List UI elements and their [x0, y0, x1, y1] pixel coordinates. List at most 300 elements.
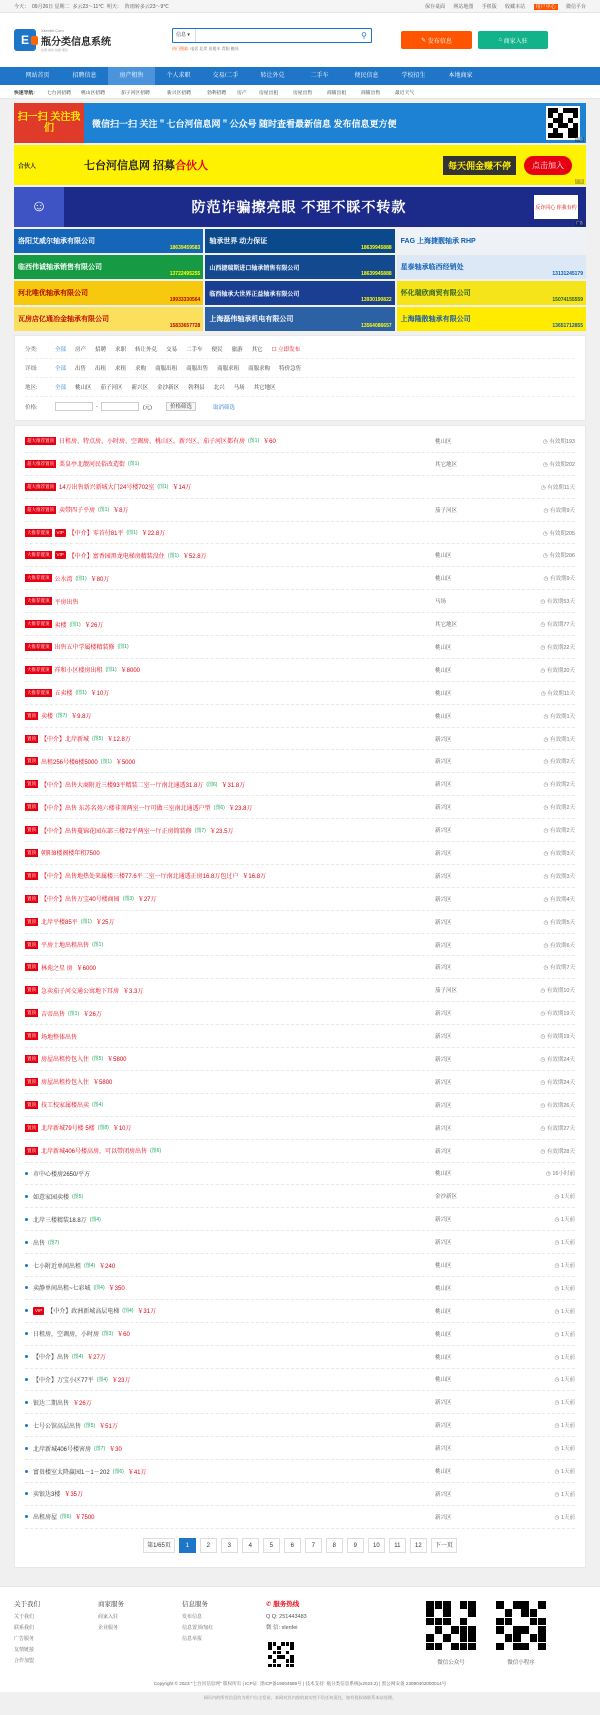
image-count: (图4) [122, 1308, 134, 1315]
listing-price: ￥23.5万 [209, 828, 234, 835]
listing-title[interactable]: 14万出售新兴新城大门24号楼702室 [59, 485, 155, 492]
ad-cell[interactable] [14, 229, 203, 253]
weather-info [14, 3, 172, 10]
listing-title-wrap [25, 1489, 435, 1498]
area-option[interactable]: 其它地区 [253, 385, 276, 391]
ad-cell[interactable] [205, 229, 394, 253]
listing-title-wrap [25, 1398, 435, 1407]
listing-title[interactable]: 【中介】出售大商附近三楼93平精装二室一厅南北通透31.8万 [41, 782, 204, 789]
listing-title[interactable]: 日租房，空调房，小时房 [33, 1332, 100, 1339]
listing-title[interactable]: 【中介】富香园黑龙电梯房精装没住 [68, 553, 165, 560]
listing-title[interactable]: 市中心楼房2650/平方 [33, 1171, 91, 1178]
listing-price: ￥350 [108, 1286, 125, 1293]
ad-name: 瓦房店亿通冶金轴承有限公司 [18, 316, 109, 323]
listing-row[interactable] [25, 728, 575, 751]
listing-time-text: 1天前 [560, 1354, 575, 1361]
post-now-link[interactable]: ☐ 立即发布 [271, 347, 301, 353]
qr-code-icon [266, 1640, 296, 1670]
next-page-button[interactable]: 下一页 [431, 1538, 457, 1553]
listing-time-text: 有效期27天 [546, 1125, 575, 1132]
listing-title[interactable]: 卖楼 [41, 714, 54, 721]
partner-banner-highlight: 合伙人 [175, 160, 209, 172]
listing-title[interactable]: 出租256号楼6楼5000 [41, 759, 98, 766]
listing-row[interactable] [25, 1140, 575, 1163]
listing-row[interactable] [25, 1346, 575, 1369]
listing-price: ￥240 [99, 1263, 116, 1270]
category-option[interactable]: 房产 [75, 347, 87, 353]
listing-row[interactable] [25, 567, 575, 590]
top-badge: 置顶 [27, 918, 36, 924]
ad-cell[interactable] [397, 255, 586, 279]
detail-option[interactable]: 出租 [95, 366, 107, 372]
image-count: (图7) [56, 713, 68, 720]
page-number[interactable]: 3 [221, 1538, 238, 1553]
listing-price: ￥5800 [107, 1057, 127, 1064]
logo-name: 瓶分类信息系统 [41, 37, 111, 48]
listing-title[interactable]: 公水湾 [54, 576, 73, 583]
listing-row[interactable] [25, 522, 575, 545]
page-number[interactable]: 8 [326, 1538, 343, 1553]
listing-title-wrap [25, 1444, 435, 1453]
listing-title[interactable]: 平房出售 [54, 599, 79, 606]
page-number[interactable]: 9 [347, 1538, 364, 1553]
footer-link[interactable]: 合作加盟 [14, 1657, 35, 1664]
listing-row[interactable] [25, 1277, 575, 1300]
listing-row[interactable] [25, 544, 575, 567]
category-option[interactable]: 转让外兑 [135, 347, 158, 353]
listing-title[interactable]: 五卖楼 [54, 691, 73, 698]
join-button[interactable]: 点击加入 [524, 156, 572, 175]
listing-title[interactable]: 卖楼 [54, 622, 67, 629]
listing-row[interactable] [25, 911, 575, 934]
partner-banner-slogan: 每天佣金赚不停 [443, 156, 516, 175]
detail-option[interactable]: 求租 [115, 366, 127, 372]
listing-area: 新兴区 [435, 896, 452, 903]
wechat-link[interactable]: 微信平台 [565, 4, 586, 10]
footer-link[interactable]: 信息置顶/加红 [182, 1624, 214, 1631]
listing-row[interactable] [25, 1048, 575, 1071]
listing-title[interactable]: 急卖茄子河交通公寓地下耳房 [41, 988, 120, 995]
listing-row[interactable] [25, 1208, 575, 1231]
category-option[interactable]: 全部 [55, 347, 67, 353]
category-option[interactable]: 招聘 [95, 347, 107, 353]
listing-row[interactable] [25, 979, 575, 1002]
favorite-link[interactable]: 收藏本站 [505, 4, 526, 10]
top-badge: 大推荐置顶 [27, 621, 50, 627]
page-number[interactable]: 6 [284, 1538, 301, 1553]
main-nav [0, 67, 600, 85]
sitemap-link[interactable]: 网站地图 [453, 4, 474, 10]
listing-price: ￥31万 [137, 1309, 157, 1316]
listing-row[interactable] [25, 773, 575, 796]
listing-area: 新兴区 [435, 1514, 452, 1521]
footer-link[interactable]: 商家入驻 [98, 1613, 119, 1620]
listing-row[interactable] [25, 1483, 575, 1506]
image-count: (图6) [60, 1514, 72, 1521]
listing-area: 新兴区 [435, 942, 452, 949]
detail-option[interactable]: 特价急售 [279, 366, 302, 372]
listing-row[interactable] [25, 476, 575, 499]
ad-cell[interactable] [205, 255, 394, 279]
user-center-link[interactable]: 用户中心 [535, 4, 556, 10]
site-logo[interactable] [14, 28, 132, 52]
listing-title[interactable]: 银达二期出售 [33, 1400, 70, 1407]
page-number[interactable]: 10 [368, 1538, 385, 1553]
listing-title[interactable]: 房屋出租拎包入住 [41, 1080, 90, 1087]
clock-icon: ◷ [542, 530, 550, 537]
anti-fraud-banner[interactable] [14, 187, 586, 227]
listing-row[interactable] [25, 1437, 575, 1460]
listing-time [515, 735, 575, 743]
merchant-join-button[interactable] [478, 31, 548, 49]
listing-title[interactable]: 吉帝出售 [41, 1011, 66, 1018]
listing-row[interactable] [25, 613, 575, 636]
wechat-banner[interactable] [14, 103, 586, 143]
area-option[interactable]: 金沙新区 [157, 385, 180, 391]
listing-title[interactable]: 出售五中学属楼精装修 [54, 645, 115, 652]
listing-row[interactable] [25, 1163, 575, 1186]
page-number[interactable]: 2 [200, 1538, 217, 1553]
page-number[interactable]: 4 [242, 1538, 259, 1553]
listing-title[interactable]: 富贵楼室太降赢园1－1－202 [33, 1469, 110, 1476]
listing-area: 桃山区 [435, 1354, 452, 1361]
reset-filter-link[interactable]: 取消筛选 [213, 404, 236, 411]
listing-title[interactable]: 七小附近单间出租 [33, 1263, 82, 1270]
listing-title[interactable]: 场地整体出售 [41, 1034, 78, 1041]
listing-row[interactable] [25, 1323, 575, 1346]
detail-option[interactable]: 全部 [55, 366, 67, 372]
image-count: (图4) [92, 1102, 104, 1109]
listing-title-wrap [25, 1375, 435, 1384]
listing-title[interactable]: 七号公馆高层出售 [33, 1423, 82, 1430]
top-badge: 置顶 [27, 1033, 36, 1039]
listing-title[interactable]: 平房土地出租出售 [41, 943, 90, 950]
footer-link[interactable]: 发布信息 [182, 1613, 203, 1620]
area-option[interactable]: 桃山区 [75, 385, 92, 391]
listing-title[interactable]: 【中介】零首付81平 [68, 531, 124, 537]
listing-row[interactable] [25, 499, 575, 522]
search-type-select[interactable]: 信息 ▾ [173, 29, 196, 42]
listing-row[interactable] [25, 430, 575, 453]
listing-area: 新兴区 [435, 1491, 452, 1498]
footer-link[interactable]: 联系我们 [14, 1624, 35, 1631]
tomorrow-label: 明天： [106, 4, 122, 10]
area-option[interactable]: 全部 [55, 385, 67, 391]
listing-area: 新兴区 [435, 1423, 452, 1430]
category-option[interactable]: 便民 [211, 347, 223, 353]
footer-link[interactable]: 广告服务 [14, 1635, 35, 1642]
listing-area: 桃山区 [435, 644, 452, 651]
listing-title[interactable]: 北岸平楼85平 [41, 920, 78, 927]
listing-title[interactable]: 北岸新城79号楼 5楼 [41, 1126, 95, 1133]
listing-row[interactable] [25, 796, 575, 819]
quick-nav-label: 快速导航: [14, 90, 35, 96]
quick-nav [0, 85, 600, 99]
listing-price: ￥25万 [95, 920, 115, 927]
ad-cell[interactable] [205, 307, 394, 331]
listing-time [515, 895, 575, 903]
listing-time [515, 620, 575, 628]
banner-area [14, 103, 586, 1568]
quick-link[interactable]: 房屋出售 [293, 90, 313, 96]
listing-title[interactable]: 【中介】政洲新城高层电梯 [47, 1309, 120, 1316]
page-number[interactable]: 1 [179, 1538, 196, 1553]
listing-row[interactable] [25, 1300, 575, 1323]
listing-time-text: 1天前 [560, 1263, 575, 1269]
listing-row[interactable] [25, 705, 575, 728]
listing-time-text: 有效期77天 [546, 622, 575, 629]
nav-merchants[interactable]: 本地商家 [448, 73, 473, 79]
listing-row[interactable] [25, 1094, 575, 1117]
detail-option[interactable]: 商服求租 [217, 366, 240, 372]
ad-cell[interactable] [14, 307, 203, 331]
image-count: (图1) [68, 1010, 80, 1017]
area-option[interactable]: 新兴区 [131, 385, 149, 391]
mini-program-label: 微信小程序 [507, 1659, 535, 1666]
quick-link[interactable]: 商铺出售 [361, 90, 381, 96]
listing-title[interactable]: 北岸新城406号楼高房，可以带闭房出售 [41, 1149, 148, 1156]
quick-link[interactable]: 最近天气 [395, 90, 415, 96]
ad-cell[interactable] [14, 255, 203, 279]
top-badge: 置顶 [27, 964, 36, 970]
listing-row[interactable] [25, 888, 575, 911]
area-option[interactable]: 茄子河区 [100, 385, 123, 391]
vip-badge: VIP [56, 529, 64, 535]
listing-title[interactable]: 栗皇亭北靓河民俗改造街 [59, 462, 126, 469]
listing-row[interactable] [25, 1391, 575, 1414]
listing-area: 新兴区 [435, 965, 452, 972]
ad-name: 临西轴承大世界正益轴承有限公司 [209, 291, 300, 298]
listing-title[interactable]: 卖银达3楼 [33, 1492, 61, 1499]
listing-title[interactable]: 房屋出租拎包入住 [41, 1057, 90, 1064]
ad-phone: 18639459583 [169, 245, 201, 251]
hot-searches [172, 46, 372, 52]
top-badge: 大推荐置顶 [27, 689, 50, 695]
nav-school[interactable]: 学校招生 [401, 73, 426, 79]
search-type-label: 信息 [176, 32, 187, 38]
listing-title[interactable]: 卖静单间出租~七彩城 [33, 1286, 91, 1293]
listing-area: 新兴区 [435, 1034, 452, 1041]
listing-title[interactable]: 【中介】万宝小区77平 [33, 1377, 94, 1384]
price-max-input[interactable] [101, 402, 139, 411]
post-info-button[interactable] [401, 31, 472, 49]
listing-area: 新兴区 [435, 1446, 452, 1453]
listing-title[interactable]: 【中介】出售 [33, 1355, 70, 1362]
listing-price: ￥12.8万 [107, 737, 131, 744]
clock-icon: ◷ [540, 599, 547, 606]
listing-row[interactable] [25, 1460, 575, 1483]
listing-row[interactable] [25, 636, 575, 659]
clock-icon: ◷ [540, 622, 547, 629]
area-option[interactable]: 马场 [233, 385, 245, 391]
ad-cell[interactable] [397, 229, 586, 253]
listing-title[interactable]: 【中介】北岸新城 [41, 737, 90, 744]
listing-row[interactable] [25, 682, 575, 705]
area-option[interactable]: 勃利县 [188, 385, 205, 391]
listing-row[interactable] [25, 1414, 575, 1437]
listing-time [515, 1375, 575, 1383]
mobile-link[interactable]: 手机版 [481, 4, 497, 10]
listing-row[interactable] [25, 750, 575, 773]
quick-link[interactable]: 新兴区招聘 [167, 90, 191, 96]
detail-option[interactable]: 商服出售 [186, 366, 209, 372]
listing-row[interactable] [25, 590, 575, 613]
save-desktop-link[interactable]: 保存桌面 [424, 4, 445, 10]
wechat-banner-left: 扫一扫 关注我们 [14, 103, 84, 143]
ad-phone: 18639945888 [361, 271, 392, 277]
listing-title[interactable]: 【中介】出售万宝40号楼商园 [41, 897, 120, 904]
bullet-icon [25, 1172, 28, 1175]
listing-price: ￥23.8万 [228, 805, 253, 812]
listing-title[interactable]: 出售 [33, 1240, 46, 1247]
listing-time-text: 有效期2天 [549, 759, 575, 766]
quick-link[interactable]: 茄子河区招聘 [121, 90, 150, 96]
listing-title[interactable]: 【中介】出售 东苏名苑六楼非顶两室一厅可做三室南北通透户型 [41, 805, 211, 812]
category-option[interactable]: 交易 [166, 347, 178, 353]
search-input[interactable] [196, 29, 357, 42]
listing-price: ￥30 [109, 1446, 122, 1453]
listing-time [515, 1398, 575, 1406]
listing-title-wrap [25, 528, 435, 537]
nav-realestate[interactable]: 房产租售 [108, 67, 155, 85]
ad-cell[interactable] [205, 281, 394, 305]
listing-price: ￥26万 [73, 1400, 92, 1407]
hot-search-items[interactable]: 电话 北岸 出租车 青阳 模具 [190, 46, 239, 51]
image-count: (图6) [150, 1148, 162, 1155]
listing-title[interactable]: 朝阳8楼阁楼年租7500 [41, 851, 100, 858]
listing-row[interactable] [25, 956, 575, 979]
area-option[interactable]: 北兴 [213, 385, 225, 391]
search-icon[interactable]: ⚲ [361, 31, 367, 40]
listing-row[interactable] [25, 453, 575, 476]
page-number[interactable]: 7 [305, 1538, 322, 1553]
ad-cell[interactable] [397, 307, 586, 331]
quick-link[interactable]: 七台河招聘 [47, 90, 71, 96]
partner-banner[interactable] [14, 145, 586, 185]
listing-row[interactable] [25, 1002, 575, 1025]
listing-time [515, 1147, 575, 1155]
quick-link[interactable]: 商铺出租 [327, 90, 347, 96]
listing-title[interactable]: 【中介】出售地热处来属楼三楼77.6平二室一厅南北通透正房16.8万包过户 [41, 874, 239, 881]
listing-row[interactable] [25, 1369, 575, 1392]
price-filter-button[interactable]: 价格筛选 [166, 402, 196, 411]
nav-services[interactable]: 便民信息 [354, 73, 379, 79]
category-option[interactable]: 二手车 [186, 347, 203, 353]
listing-title[interactable]: 【中介】出售蔓锦花园东部三楼72平两室一厅正房简装修 [41, 828, 192, 835]
listing-time-text: 1天前 [560, 1308, 575, 1315]
listing-row[interactable] [25, 842, 575, 865]
nav-used-car[interactable]: 二手车 [310, 73, 329, 79]
listing-title[interactable]: 如意家园卖楼 [33, 1194, 70, 1201]
listing-time [515, 1261, 575, 1269]
listing-area: 新兴区 [435, 1125, 452, 1132]
top-badge: 大推荐置顶 [27, 575, 50, 581]
listing-row[interactable] [25, 865, 575, 888]
nav-home[interactable]: 网站首页 [25, 73, 50, 79]
clock-icon: ◷ [554, 1377, 561, 1384]
listing-row[interactable] [25, 1117, 575, 1140]
detail-option[interactable]: 求购 [135, 366, 147, 372]
footer-link[interactable]: 友情链接 [14, 1646, 35, 1653]
ad-cell[interactable] [397, 281, 586, 305]
detail-option[interactable]: 商服出租 [155, 366, 178, 372]
listing-title-wrap [25, 803, 435, 812]
image-count: (图4) [84, 1262, 96, 1269]
category-option[interactable]: 求职 [115, 347, 127, 353]
wechat-label: 微 信: [266, 1624, 281, 1631]
footer-link[interactable]: 信息举报 [182, 1635, 203, 1642]
quick-link[interactable]: 房产 [237, 90, 247, 96]
listing-row[interactable] [25, 1071, 575, 1094]
listing-price: ￥6000 [76, 965, 97, 972]
price-min-input[interactable] [55, 402, 93, 411]
listing-time-text: 有效期4天 [549, 896, 575, 903]
quick-link[interactable]: 房屋出租 [259, 90, 279, 96]
listing-time-text: 有效期9天 [549, 507, 575, 514]
listing-row[interactable] [25, 1231, 575, 1254]
category-option[interactable]: 其它 [251, 347, 263, 353]
listing-title-wrap [25, 826, 435, 835]
detail-option[interactable]: 商服求购 [248, 366, 271, 372]
listing-title-wrap [25, 711, 435, 720]
nav-jobs[interactable]: 招聘信息 [72, 73, 97, 79]
page-number[interactable]: 12 [410, 1538, 427, 1553]
nav-trade[interactable]: 交易/二手 [212, 73, 239, 79]
listing-title[interactable]: 技工校家属楼出卖 [41, 1103, 90, 1110]
listing-title[interactable]: 日租房、特点房、小时房、空调房、桃山区，新兴区、茄子河区都有房 [59, 439, 246, 446]
bullet-icon [25, 1401, 28, 1404]
listing-time [515, 1467, 575, 1475]
listing-time [515, 1421, 575, 1429]
listing-row[interactable] [25, 819, 575, 842]
listing-time-text: 有效期11天 [547, 484, 575, 491]
listing-title[interactable]: 北岸新城406号楼害房 [33, 1446, 92, 1453]
top-badge: 置顶 [27, 987, 36, 993]
mini-program-code-icon [494, 1599, 548, 1653]
listing-title-wrap [25, 1421, 435, 1430]
listing-row[interactable] [25, 1254, 575, 1277]
listing-area: 马场 [435, 599, 447, 606]
footer-link[interactable]: 企业服务 [98, 1624, 119, 1631]
nav-job-seek[interactable]: 个人求职 [166, 73, 191, 79]
listing-time [515, 483, 575, 491]
listing-area: 桃山区 [435, 1377, 452, 1384]
quick-link[interactable]: 勃利招聘 [207, 90, 227, 96]
listing-row[interactable] [25, 1025, 575, 1048]
qr-code-icon [546, 106, 580, 140]
page-number[interactable]: 5 [263, 1538, 280, 1553]
quick-link[interactable]: 桃山区招聘 [81, 90, 105, 96]
nav-transfer[interactable]: 转让外兑 [260, 73, 285, 79]
listing-title[interactable]: 林苑之星 房 [41, 965, 73, 972]
listing-row[interactable] [25, 659, 575, 682]
qq-number[interactable]: 251443483 [279, 1613, 307, 1620]
listing-title[interactable]: 祥和小区楼房出租 [54, 668, 103, 675]
footer-link[interactable]: 关于我们 [14, 1613, 35, 1620]
listing-title[interactable]: 北岸三楼精装18.8万 [33, 1217, 87, 1224]
listing-row[interactable] [25, 934, 575, 957]
listing-row[interactable] [25, 1185, 575, 1208]
detail-option[interactable]: 出售 [75, 366, 87, 372]
ad-cell[interactable] [14, 281, 203, 305]
listing-area: 新兴区 [435, 1102, 452, 1109]
category-option[interactable]: 旅游 [231, 347, 243, 353]
listing-title[interactable]: 出租房屋 [33, 1515, 58, 1522]
page-number[interactable]: 11 [389, 1538, 406, 1553]
listing-title[interactable]: 卖带四子平房 [59, 508, 96, 515]
listing-row[interactable] [25, 1506, 575, 1529]
shop-icon: ⌂ [498, 37, 504, 43]
